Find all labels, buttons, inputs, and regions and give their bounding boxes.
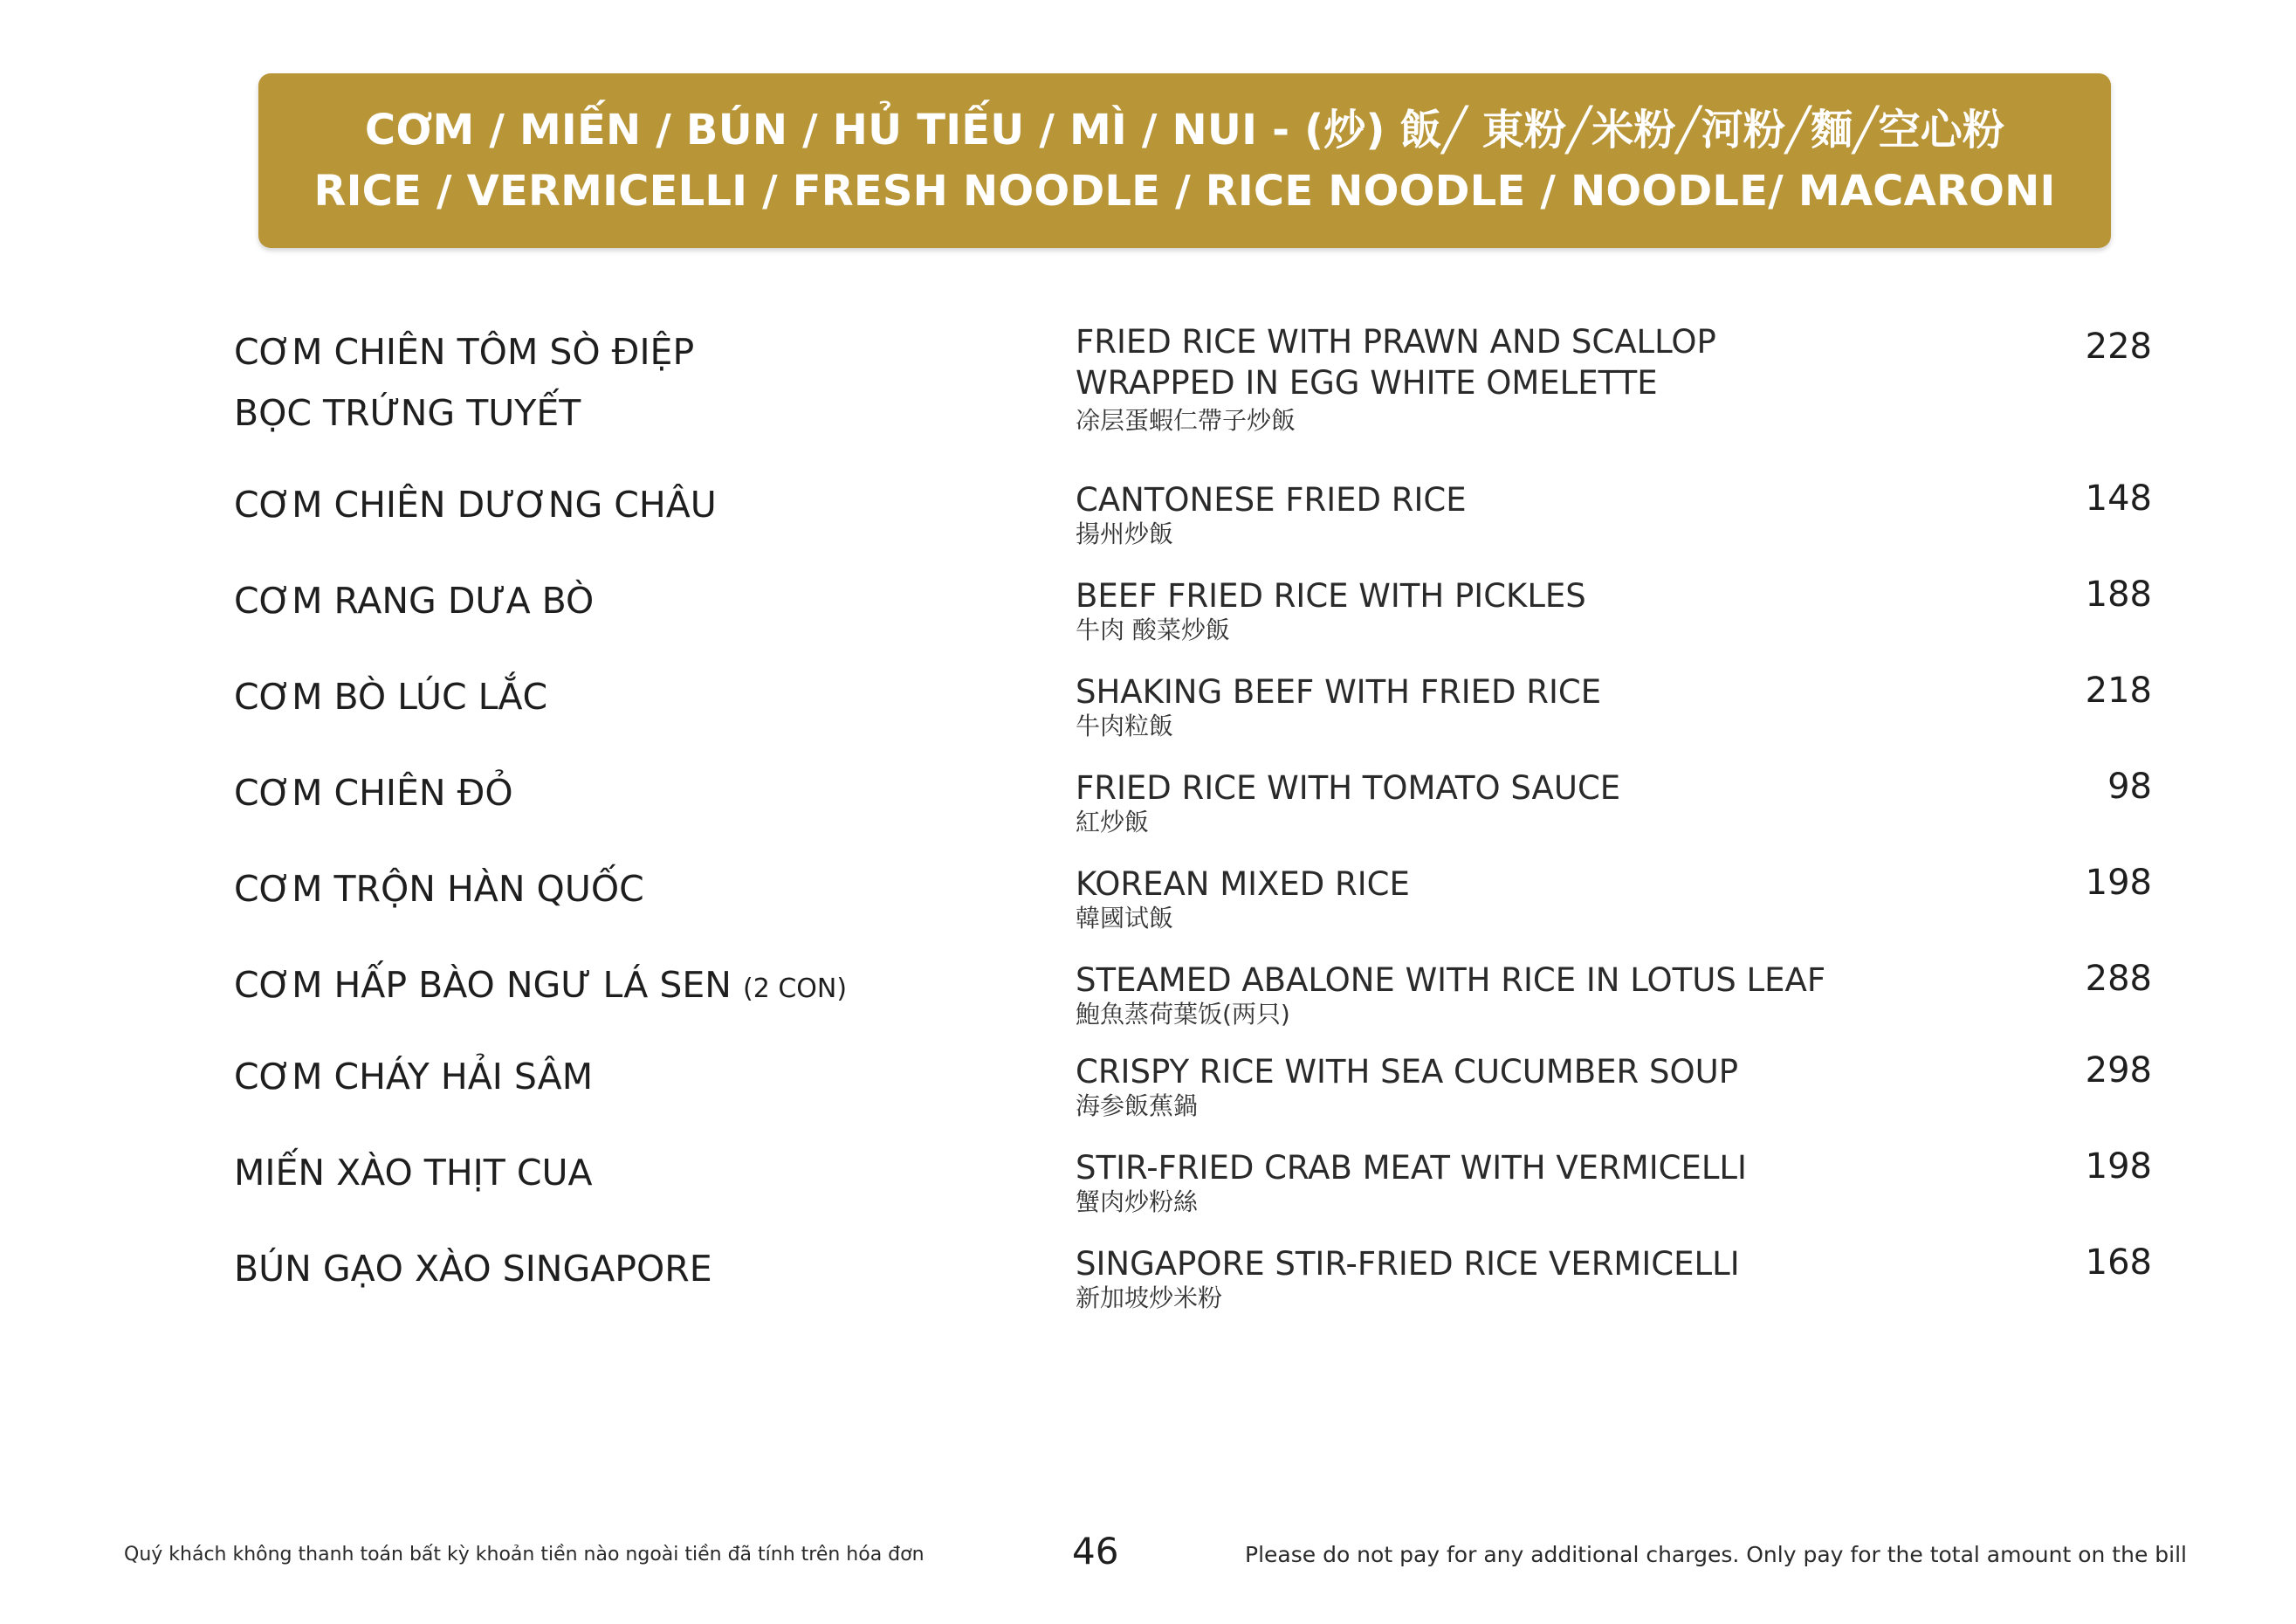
item-price: 148 xyxy=(2085,478,2152,519)
footer-note-vietnamese: Quý khách không thanh toán bất kỳ khoản tiền nào ngoài tiền đã tính trên hóa đơn xyxy=(124,1544,925,1566)
item-name-english: KOREAN MIXED RICE xyxy=(1076,865,1410,903)
item-name-vietnamese-text: CƠM CHÁY HẢI SÂM xyxy=(234,1056,594,1098)
item-name-chinese: 凃层蛋蝦仁帶子炒飯 xyxy=(1076,406,1296,435)
item-name-vietnamese xyxy=(234,666,1020,727)
item-price: 298 xyxy=(2085,1050,2152,1091)
section-header-banner xyxy=(258,73,2111,248)
item-name-vietnamese-text: CƠM CHIÊN ĐỎ xyxy=(234,772,513,814)
item-name-english: FRIED RICE WITH TOMATO SAUCE xyxy=(1076,769,1621,807)
item-name-vietnamese-text: CƠM RANG DƯA BÒ xyxy=(234,580,595,622)
item-price: 218 xyxy=(2085,671,2152,711)
item-name-english: BEEF FRIED RICE WITH PICKLES xyxy=(1076,577,1586,615)
item-name-vietnamese xyxy=(234,1238,1020,1299)
item-name-chinese: 蟹肉炒粉絲 xyxy=(1076,1187,1199,1216)
item-name-vietnamese-text: CƠM BÒ LÚC LẮC xyxy=(234,676,548,718)
item-name-vietnamese xyxy=(234,1046,1020,1107)
item-name-vietnamese xyxy=(234,858,1020,919)
footer-note-english: Please do not pay for any additional charges. Only pay for the total amount on the bill xyxy=(1245,1542,2187,1567)
item-name-chinese: 揚州炒飯 xyxy=(1076,520,1174,548)
item-name-chinese: 紅炒飯 xyxy=(1076,808,1150,836)
item-name-chinese: 牛肉粒飯 xyxy=(1076,712,1174,740)
item-name-english: STIR-FRIED CRAB MEAT WITH VERMICELLI xyxy=(1076,1149,1747,1187)
item-name-vietnamese xyxy=(234,474,1020,535)
item-name-vietnamese xyxy=(234,321,1020,444)
item-price: 228 xyxy=(2085,327,2152,367)
item-price: 198 xyxy=(2085,863,2152,903)
item-name-chinese: 海参飯蕉鍋 xyxy=(1076,1091,1199,1120)
item-name-chinese: 牛肉 酸菜炒飯 xyxy=(1076,616,1230,644)
item-name-english: CRISPY RICE WITH SEA CUCUMBER SOUP xyxy=(1076,1053,1739,1091)
item-price: 168 xyxy=(2085,1242,2152,1283)
item-portion-note: (2 CON) xyxy=(743,974,848,1004)
item-name-vietnamese xyxy=(234,954,1020,1020)
section-title-line-1: CƠM / MIẾN / BÚN / HỦ TIẾU / MÌ / NUI - (炒) 飯╱ 東粉╱米粉╱河粉╱麵╱空心粉 xyxy=(364,106,2005,155)
item-name-chinese: 鮑魚蒸荷葉饭(两只) xyxy=(1076,1000,1290,1029)
item-name-english: SHAKING BEEF WITH FRIED RICE xyxy=(1076,673,1602,711)
item-price: 288 xyxy=(2085,959,2152,999)
item-price: 198 xyxy=(2085,1146,2152,1187)
item-name-vietnamese-text: BÚN GẠO XÀO SINGAPORE xyxy=(234,1248,712,1290)
item-name-vietnamese xyxy=(234,1142,1020,1203)
item-name-english: CANTONESE FRIED RICE xyxy=(1076,481,1467,519)
item-name-chinese: 新加坡炒米粉 xyxy=(1076,1283,1223,1312)
item-price: 188 xyxy=(2085,575,2152,615)
item-name-vietnamese-text: CƠM HẤP BÀO NGƯ LÁ SEN xyxy=(234,964,732,1006)
item-name-chinese: 韓國试飯 xyxy=(1076,904,1174,932)
item-name-vietnamese xyxy=(234,762,1020,823)
item-price: 98 xyxy=(2107,767,2152,807)
item-name-english: SINGAPORE STIR-FRIED RICE VERMICELLI xyxy=(1076,1245,1740,1283)
item-name-vietnamese-text: CƠM TRỘN HÀN QUỐC xyxy=(234,868,644,910)
item-name-english: STEAMED ABALONE WITH RICE IN LOTUS LEAF xyxy=(1076,961,1826,999)
section-title-line-2: RICE / VERMICELLI / FRESH NOODLE / RICE NOODLE / NOODLE/ MACARONI xyxy=(313,167,2056,216)
item-name-vietnamese-text: CƠM CHIÊN TÔM SÒ ĐIỆP BỌC TRỨNG TUYẾT xyxy=(234,331,695,434)
item-name-english: FRIED RICE WITH PRAWN AND SCALLOP WRAPPED IN EGG WHITE OMELETTE xyxy=(1076,323,1716,402)
item-name-vietnamese xyxy=(234,570,1020,631)
page-number: 46 xyxy=(1072,1530,1119,1572)
item-name-vietnamese-text: CƠM CHIÊN DƯƠNG CHÂU xyxy=(234,484,717,526)
item-name-vietnamese-text: MIẾN XÀO THỊT CUA xyxy=(234,1152,593,1194)
